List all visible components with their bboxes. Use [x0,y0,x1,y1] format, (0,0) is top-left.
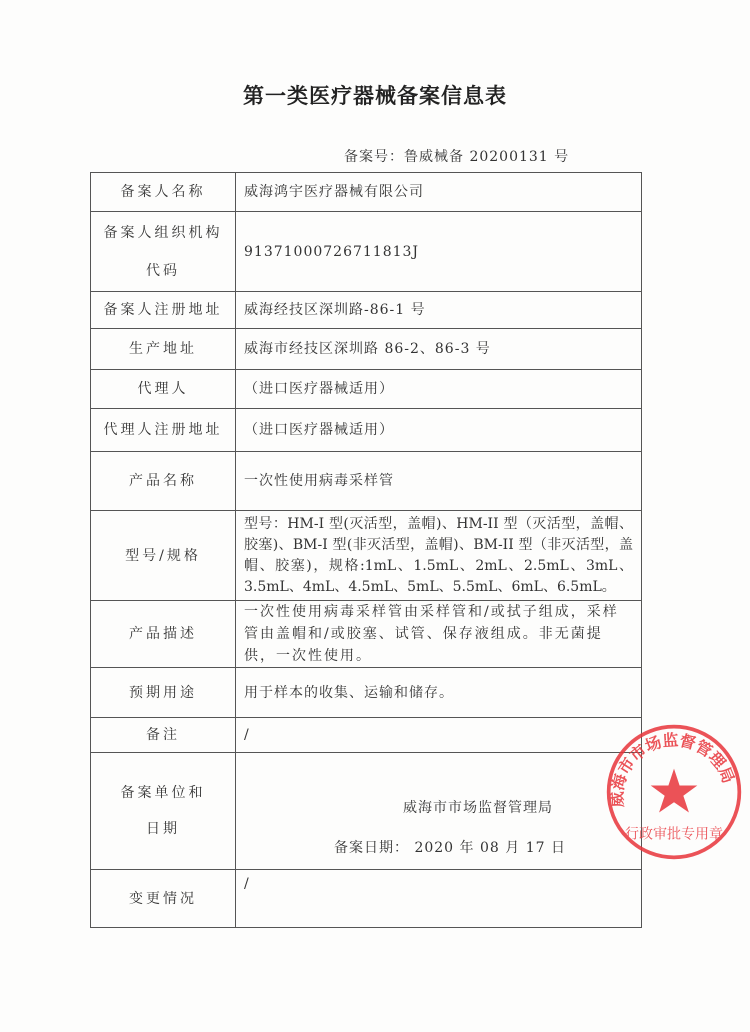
value: 威海市经技区深圳路 86-2、86-3 号 [236,329,642,370]
value: / [236,870,642,928]
value: （进口医疗器械适用） [236,409,642,452]
value: / [236,718,642,753]
value: 一次性使用病毒采样管 [236,452,642,511]
value: （进口医疗器械适用） [236,370,642,409]
label: 代理人注册地址 [91,409,236,452]
label: 产品名称 [91,452,236,511]
label: 代理人 [91,370,236,409]
value: 用于样本的收集、运输和储存。 [236,668,642,718]
label: 生产地址 [91,329,236,370]
value: 型号：HM-I 型(灭活型，盖帽)、HM-II 型（灭活型，盖帽、胶塞)、BM-I 型(非灭活型，盖帽)、BM-II 型（非灭活型，盖帽、胶塞)，规格:1mL、1.5mL、2mL、2.5mL、3mL、3.5mL、4mL、4.5mL、5mL、5.5mL、6mL、6.5mL。 [236,511,642,601]
issuing-authority: 威海市市场监督管理局 [403,799,553,816]
info-table [90,172,642,928]
record-number: 备案号：鲁威械备 20200131 号 [344,149,570,165]
label: 型号/规格 [91,511,236,601]
svg-text:行政审批专用章: 行政审批专用章 [625,826,723,843]
label: 备案单位和日期 [91,753,236,870]
value: 威海鸿宇医疗器械有限公司 [236,173,642,212]
official-seal-stamp [604,722,744,862]
label: 变更情况 [91,870,236,928]
label: 备案人组织机构代码 [91,212,236,292]
record-date: 备案日期： 2020 年 08 月 17 日 [334,839,566,856]
label: 备注 [91,718,236,753]
label: 产品描述 [91,601,236,668]
label: 预期用途 [91,668,236,718]
value: 威海经技区深圳路-86-1 号 [236,292,642,329]
signature-cell [236,753,642,870]
label: 备案人注册地址 [91,292,236,329]
value: 一次性使用病毒采样管由采样管和/或拭子组成，采样管由盖帽和/或胶塞、试管、保存液组成。非无菌提供，一次性使用。 [236,601,642,668]
page-title: 第一类医疗器械备案信息表 [243,84,507,108]
value: 91371000726711813J [236,212,642,292]
svg-text:威海市市场监督管理局: 威海市市场监督管理局 [607,730,739,808]
label: 备案人名称 [91,173,236,212]
